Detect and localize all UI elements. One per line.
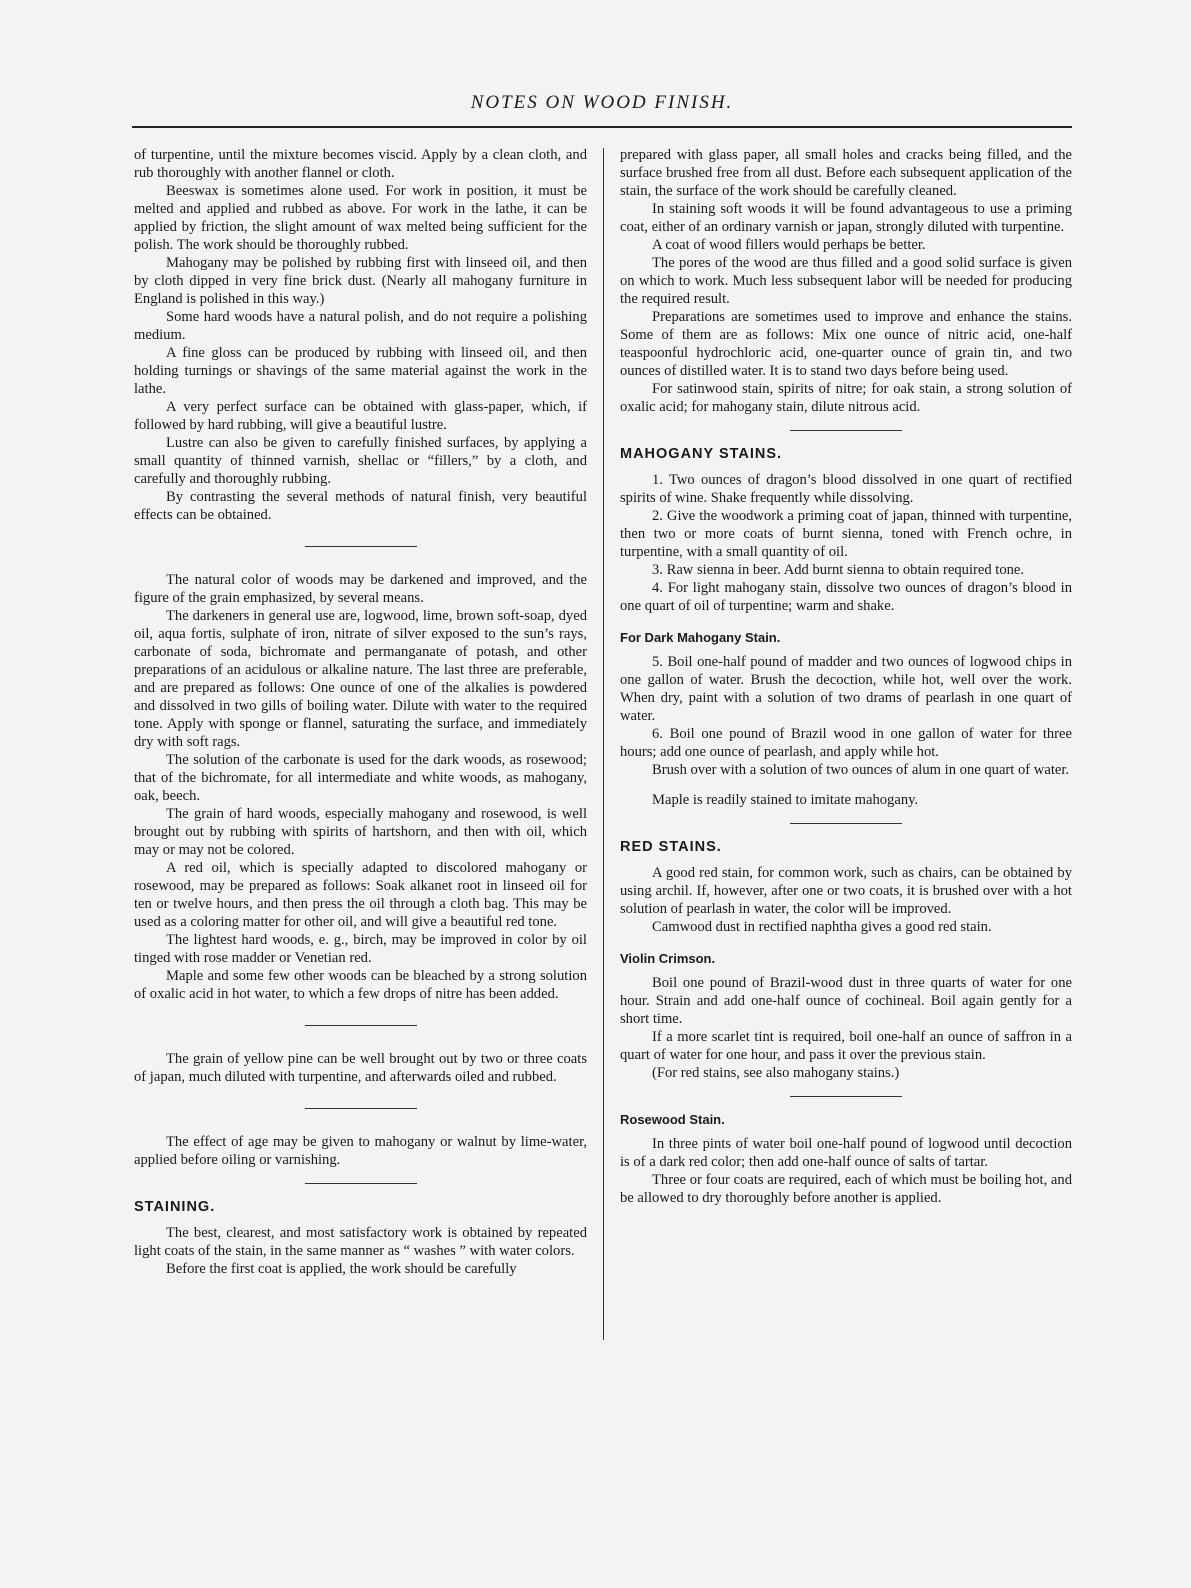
paragraph: 4. For light mahogany stain, dissolve two ounces of dragon’s blood in one quart of oil of turpentine; warm and shake. <box>620 580 1072 614</box>
paragraph: The lightest hard woods, e. g., birch, may be improved in color by oil tinged with rose madder or Venetian red. <box>134 932 587 966</box>
paragraph: The grain of yellow pine can be well brought out by two or three coats of japan, much diluted with turpentine, and afterwards oiled and rubbed. <box>134 1051 587 1085</box>
paragraph: For satinwood stain, spirits of nitre; for oak stain, a strong solution of oxalic acid; for mahogany stain, dilute nitrous acid. <box>620 381 1072 415</box>
paragraph: A red oil, which is specially adapted to discolored mahogany or rosewood, may be prepared as follows: Soak alkanet root in linseed oil for ten or twelve hours, and then press the oil through a cloth bag. This may be used as a coloring matter for other oil, and will give a beautiful red tone. <box>134 860 587 930</box>
paragraph: The solution of the carbonate is used for the dark woods, as rosewood; that of the bichromate, for all intermediate and white woods, as mahogany, oak, beech. <box>134 752 587 804</box>
section-rule <box>305 546 417 547</box>
paragraph: 3. Raw sienna in beer. Add burnt sienna to obtain required tone. <box>652 562 1025 578</box>
paragraph: The natural color of woods may be darkened and improved, and the figure of the grain emphasized, by several means. <box>134 572 587 606</box>
paragraph: 6. Boil one pound of Brazil wood in one gallon of water for three hours; add one ounce of pearlash, and apply while hot. <box>620 726 1072 760</box>
subheading-rosewood: Rosewood Stain. <box>620 1112 725 1127</box>
paragraph: The effect of age may be given to mahogany or walnut by lime-water, applied before oiling or varnishing. <box>134 1134 587 1168</box>
paragraph: If a more scarlet tint is required, boil one-half an ounce of saffron in a quart of water for one hour, and pass it over the previous stain. <box>620 1029 1072 1063</box>
paragraph: A coat of wood fillers would perhaps be better. <box>652 237 926 253</box>
subheading-violin-crimson: Violin Crimson. <box>620 951 716 966</box>
paragraph: 2. Give the woodwork a priming coat of japan, thinned with turpentine, then two or more coats of burnt sienna, toned with French ochre, in turpentine, with a small quantity of oil. <box>620 508 1072 560</box>
paragraph: Before the first coat is applied, the work should be carefully <box>166 1261 517 1277</box>
paragraph: Three or four coats are required, each of which must be boiling hot, and be allowed to dry thoroughly before another is applied. <box>620 1172 1072 1206</box>
paragraph: (For red stains, see also mahogany stains.) <box>652 1065 900 1081</box>
paragraph: Beeswax is sometimes alone used. For work in position, it must be melted and applied and rubbed as above. For work in the lathe, it can be applied by friction, the slight amount of wax melted being sufficient for the polish. The work should be thoroughly rubbed. <box>134 183 587 253</box>
section-heading-mahogany: MAHOGANY STAINS. <box>620 446 783 462</box>
paragraph: Mahogany may be polished by rubbing first with linseed oil, and then by cloth dipped in very fine brick dust. (Nearly all mahogany furniture in England is polished in this way.) <box>134 255 587 307</box>
paragraph: A very perfect surface can be obtained with glass-paper, which, if followed by hard rubbing, will give a beautiful lustre. <box>134 399 587 433</box>
paragraph: The pores of the wood are thus filled and a good solid surface is given on which to work. Much less subsequent labor will be needed for producing the required result. <box>620 255 1072 307</box>
paragraph: Boil one pound of Brazil-wood dust in three quarts of water for one hour. Strain and add one-half ounce of cochineal. Boil again gently for a short time. <box>620 975 1072 1027</box>
paragraph: 5. Boil one-half pound of madder and two ounces of logwood chips in one gallon of water. Brush the decoction, while hot, well over the work. When dry, paint with a solution of two drams of pearlash in one quart of water. <box>620 654 1072 724</box>
right-column <box>620 146 1072 1207</box>
paragraph: Maple and some few other woods can be bleached by a strong solution of oxalic acid in hot water, to which a few drops of nitre has been added. <box>134 968 587 1002</box>
paragraph: Brush over with a solution of two ounces of alum in one quart of water. <box>652 762 1070 778</box>
paragraph: A fine gloss can be produced by rubbing with linseed oil, and then holding turnings or shavings of the same material against the work in the lathe. <box>134 345 587 397</box>
paragraph: Some hard woods have a natural polish, and do not require a polishing medium. <box>134 309 587 343</box>
paragraph: By contrasting the several methods of natural finish, very beautiful effects can be obtained. <box>134 489 587 523</box>
section-rule <box>790 430 902 431</box>
section-rule <box>790 823 902 824</box>
subheading-dark-mahogany: For Dark Mahogany Stain. <box>620 630 781 645</box>
paragraph: A good red stain, for common work, such as chairs, can be obtained by using archil. If, however, after one or two coats, it is brushed over with a hot solution of pearlash in water, the color will be improved. <box>620 865 1072 917</box>
paragraph: The best, clearest, and most satisfactory work is obtained by repeated light coats of the stain, in the same manner as “ washes ” with water colors. <box>134 1225 587 1259</box>
running-header: NOTES ON WOOD FINISH. <box>470 92 734 113</box>
column-divider <box>603 148 604 1340</box>
section-heading-staining: STAINING. <box>134 1199 216 1215</box>
header-rule <box>132 126 1072 128</box>
paragraph: The darkeners in general use are, logwood, lime, brown soft-soap, dyed oil, aqua fortis, sulphate of iron, nitrate of silver exposed to the sun’s rays, carbonate of soda, bichromate and permanganate of potash, and other preparations of an acidulous or alkaline nature. The last three are preferable, and are prepared as follows: One ounce of one of the alkalies is powdered and dissolved in two gills of boiling water. Dilute with water to the required tone. Apply with sponge or flannel, saturating the surface, and immediately dry with soft rags. <box>134 608 587 750</box>
paragraph: Camwood dust in rectified naphtha gives a good red stain. <box>652 919 992 935</box>
paragraph: In three pints of water boil one-half pound of logwood until decoction is of a dark red color; then add one-half ounce of salts of tartar. <box>620 1136 1072 1170</box>
paragraph: Maple is readily stained to imitate mahogany. <box>652 792 919 808</box>
left-column <box>134 146 587 1278</box>
paragraph: 1. Two ounces of dragon’s blood dissolved in one quart of rectified spirits of wine. Shake frequently while dissolving. <box>620 472 1072 506</box>
section-rule <box>305 1183 417 1184</box>
spacer <box>620 779 1072 791</box>
paragraph: The grain of hard woods, especially mahogany and rosewood, is well brought out by rubbing with spirits of hartshorn, and then with oil, which may or may not be colored. <box>134 806 587 858</box>
paragraph: prepared with glass paper, all small holes and cracks being filled, and the surface brushed free from all dust. Before each subsequent application of the stain, the surface of the work should be carefully cleaned. <box>620 147 1072 199</box>
paragraph: of turpentine, until the mixture becomes viscid. Apply by a clean cloth, and rub thoroughly with another flannel or cloth. <box>134 147 587 181</box>
paragraph: Preparations are sometimes used to improve and enhance the stains. Some of them are as follows: Mix one ounce of nitric acid, one-half teaspoonful hydrochloric acid, one-quarter ounce of grain tin, and two ounces of distilled water. It is to stand two days before being used. <box>620 309 1072 379</box>
section-rule <box>305 1108 417 1109</box>
section-heading-red-stains: RED STAINS. <box>620 839 722 855</box>
paragraph: In staining soft woods it will be found advantageous to use a priming coat, either of an ordinary varnish or japan, strongly diluted with turpentine. <box>620 201 1072 235</box>
section-rule <box>790 1096 902 1097</box>
paragraph: Lustre can also be given to carefully finished surfaces, by applying a small quantity of thinned varnish, shellac or “fillers,” by a cloth, and carefully and thoroughly rubbing. <box>134 435 587 487</box>
section-rule <box>305 1025 417 1026</box>
